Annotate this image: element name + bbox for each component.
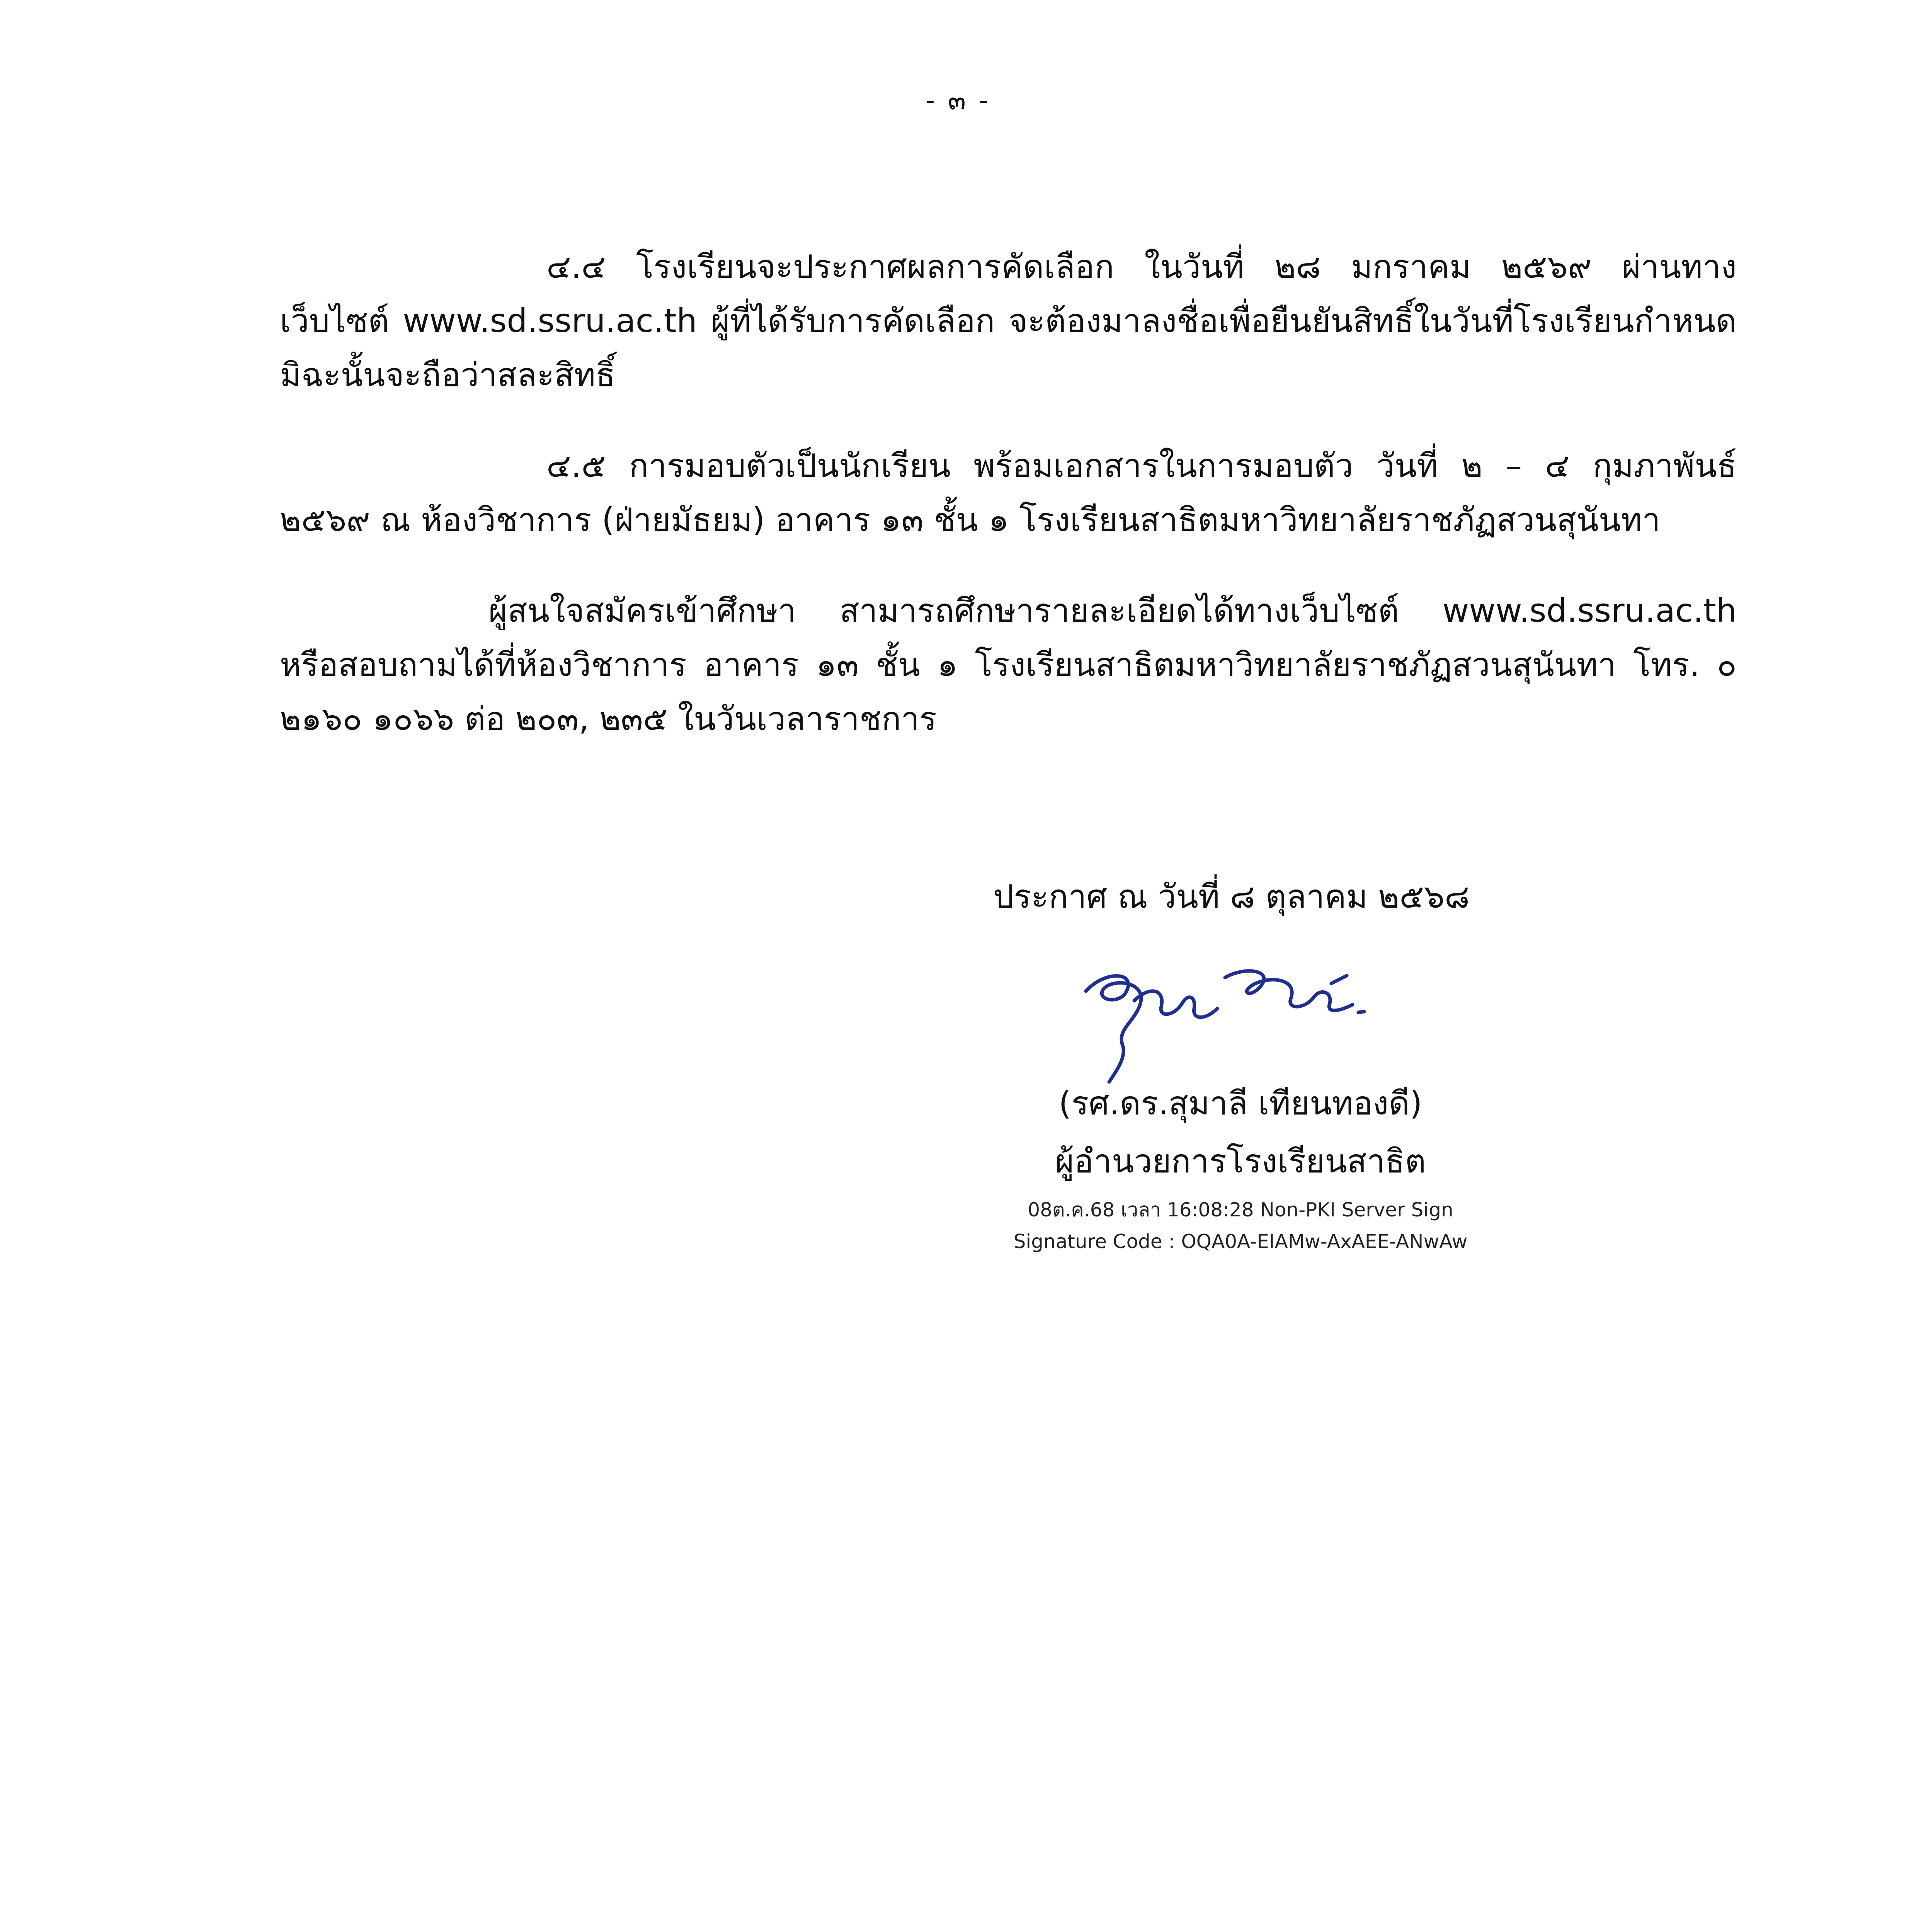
contact-paragraph: ผู้สนใจสมัครเข้าศึกษา สามารถศึกษารายละเอียดได้ทางเว็บไซต์ www.sd.ssru.ac.th หรือสอบถามได้ที่ห้องวิชาการ อาคาร ๑๓ ชั้น ๑ โรงเรียนสาธิตมหาวิทยาลัยราชภัฏสวนสุนันทา โทร. ๐ ๒๑๖๐ ๑๐๖๖ ต่อ ๒๐๓, ๒๓๕ ในวันเวลาราชการ bbox=[280, 592, 1737, 738]
paragraph-4-5-block bbox=[280, 439, 1737, 547]
paragraph-4-5: ๔.๕ การมอบตัวเป็นนักเรียน พร้อมเอกสารในการมอบตัว วันที่ ๒ – ๔ กุมภาพันธ์ ๒๕๖๙ ณ ห้องวิชาการ (ฝ่ายมัธยม) อาคาร ๑๓ ชั้น ๑ โรงเรียนสาธิตมหาวิทยาลัยราชภัฏสวนสุนันทา bbox=[280, 447, 1737, 539]
signer-title: ผู้อำนวยการโรงเรียนสาธิต bbox=[1055, 1142, 1426, 1180]
signer-block bbox=[935, 1074, 1546, 1257]
paragraph-4-4: ๔.๔ โรงเรียนจะประกาศผลการคัดเลือก ในวันที่ ๒๘ มกราคม ๒๕๖๙ ผ่านทาง เว็บไซต์ www.sd.ssru.ac.th ผู้ที่ได้รับการคัดเลือก จะต้องมาลงชื่อเพื่อยืนยันสิทธิ์ในวันที่โรงเรียนกำหนด มิฉะนั้นจะถือว่าสละสิทธิ์ bbox=[280, 248, 1737, 394]
e-signature-timestamp: 08ต.ค.68 เวลา 16:08:28 Non-PKI Server Sign bbox=[1028, 1199, 1453, 1221]
e-signature-code: Signature Code : OQA0A-EIAMw-AxAEE-ANwAw bbox=[1013, 1230, 1468, 1253]
contact-paragraph-block bbox=[280, 583, 1737, 746]
page-number: - ๓ - bbox=[925, 85, 991, 116]
announcement-date: ประกาศ ณ วันที่ ๘ ตุลาคม ๒๕๖๘ bbox=[993, 878, 1470, 915]
paragraph-4-4-block bbox=[280, 240, 1737, 402]
signer-name: (รศ.ดร.สุมาลี เทียนทองดี) bbox=[1058, 1084, 1423, 1122]
